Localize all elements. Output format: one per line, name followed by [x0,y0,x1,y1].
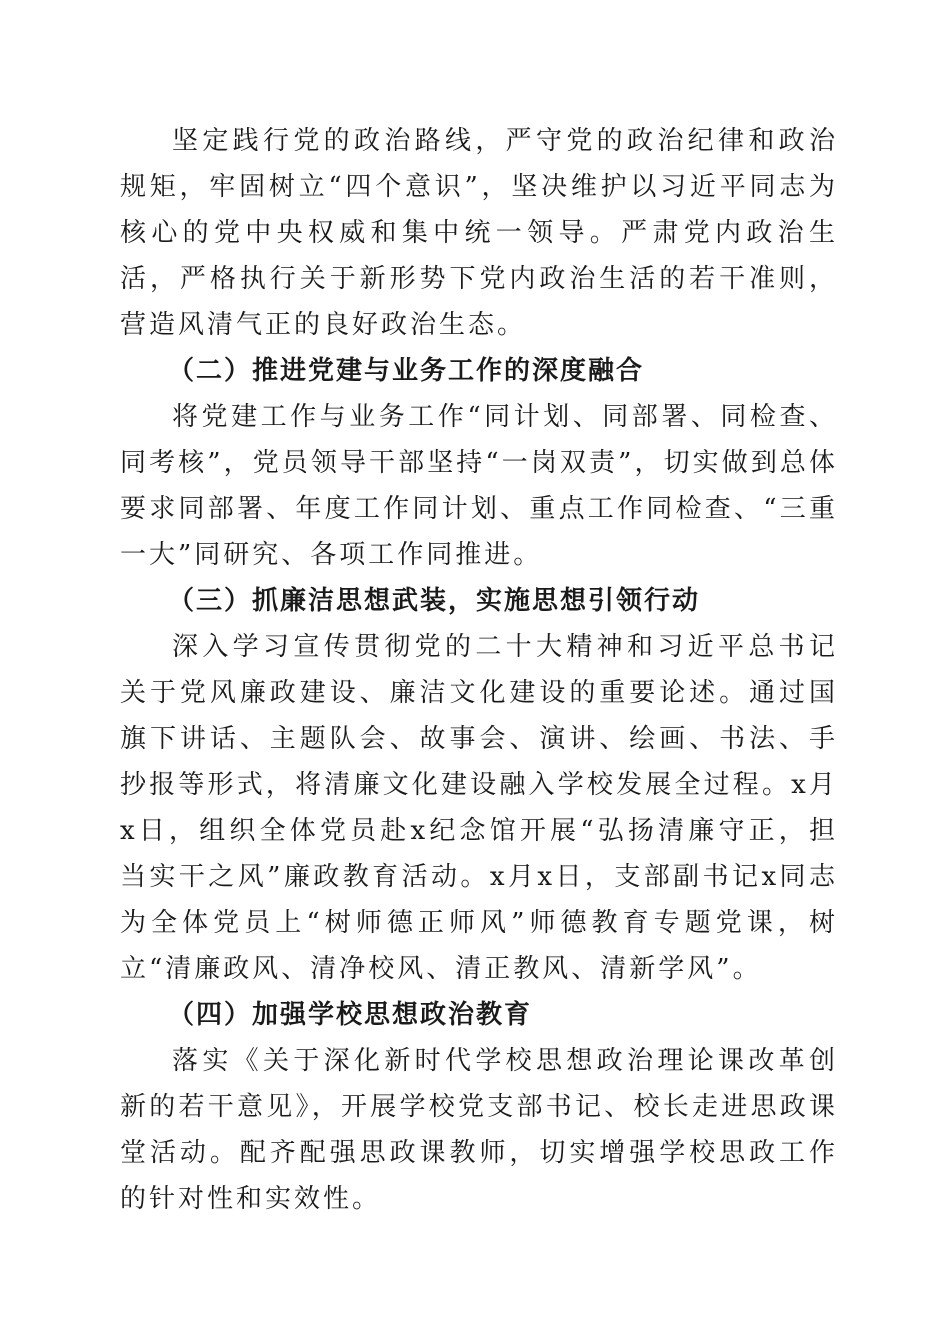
section-heading-2: （二）推进党建与业务工作的深度融合 [168,356,645,386]
section-heading-4: （四）加强学校思想政治教育 [168,1000,533,1030]
body-paragraph-integration: 将党建工作与业务工作“同计划、同部署、同检查、同考核”，党员领导干部坚持“一岗双责”，切实做到总体要求同部署、年度工作同计划、重点工作同检查、“三重一大”同研究、各项工作同推进。 [120,402,838,570]
document-page [120,118,838,1222]
section-heading-3: （三）抓廉洁思想武装，实施思想引领行动 [168,586,701,616]
body-paragraph-ideology-education: 落实《关于深化新时代学校思想政治理论课改革创新的若干意见》，开展学校党支部书记、校长走进思政课堂活动。配齐配强思政课教师，切实增强学校思政工作的针对性和实效性。 [120,1046,838,1214]
body-paragraph-integrity: 深入学习宣传贯彻党的二十大精神和习近平总书记关于党风廉政建设、廉洁文化建设的重要论述。通过国旗下讲话、主题队会、故事会、演讲、绘画、书法、手抄报等形式，将清廉文化建设融入学校发展全过程。x月x日，组织全体党员赴x纪念馆开展“弘扬清廉守正，担当实干之风”廉政教育活动。x月x日，支部副书记x同志为全体党员上“树师德正师风”师德教育专题党课，树立“清廉政风、清净校风、清正教风、清新学风”。 [120,632,838,984]
body-paragraph-political-line: 坚定践行党的政治路线，严守党的政治纪律和政治规矩，牢固树立“四个意识”，坚决维护以习近平同志为核心的党中央权威和集中统一领导。严肃党内政治生活，严格执行关于新形势下党内政治生活的若干准则，营造风清气正的良好政治生态。 [120,126,838,340]
